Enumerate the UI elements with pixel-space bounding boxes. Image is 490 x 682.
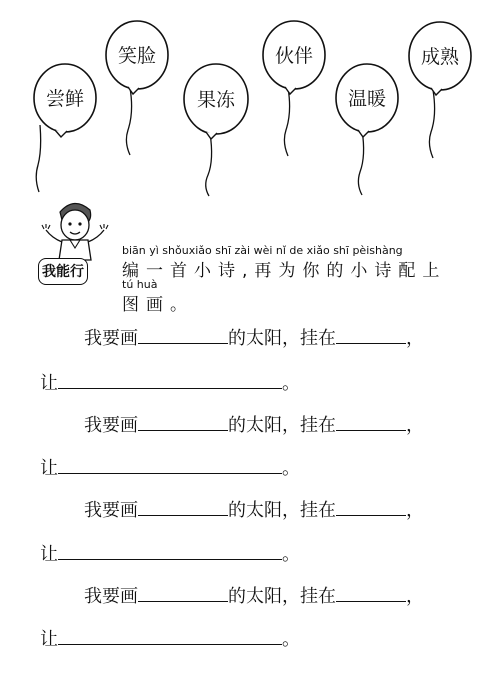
poem-line-a <box>84 583 424 607</box>
blank-place[interactable] <box>336 497 406 516</box>
poem-line-b <box>40 541 300 565</box>
balloon-illustration <box>0 0 490 200</box>
balloon-1 <box>34 64 96 192</box>
poem-line-b <box>40 370 300 394</box>
blank-sun-type[interactable] <box>138 412 228 431</box>
blank-place[interactable] <box>336 412 406 431</box>
poem-line-a <box>84 412 424 436</box>
poem-line-b <box>40 455 300 479</box>
poem-text-sun-hang: 的太阳，挂在 <box>228 586 336 607</box>
blank-place[interactable] <box>336 583 406 602</box>
poem-line-a <box>84 497 424 521</box>
poem-text-period: 。 <box>282 373 300 394</box>
balloon-label-4: 伙伴 <box>274 45 314 67</box>
poem-text-comma: ， <box>406 586 424 607</box>
balloon-3 <box>184 64 248 196</box>
poem-text-want-draw: 我要画 <box>84 328 138 349</box>
balloon-label-2: 笑脸 <box>117 45 157 67</box>
poem-text-let: 让 <box>40 458 58 479</box>
task-badge: 我能行 <box>38 258 88 285</box>
poem-text-want-draw: 我要画 <box>84 415 138 436</box>
poem-text-let: 让 <box>40 544 58 565</box>
pinyin-line-2: tú huà <box>122 278 158 291</box>
poem-text-period: 。 <box>282 544 300 565</box>
poem-line-a <box>84 325 424 349</box>
balloon-6 <box>409 22 471 158</box>
blank-result[interactable] <box>58 626 282 645</box>
poem-line-b <box>40 626 300 650</box>
poem-text-comma: ， <box>406 415 424 436</box>
blank-result[interactable] <box>58 541 282 560</box>
poem-text-let: 让 <box>40 629 58 650</box>
balloon-label-3: 果冻 <box>196 89 236 111</box>
balloon-label-6: 成熟 <box>420 46 460 68</box>
blank-sun-type[interactable] <box>138 325 228 344</box>
balloon-label-1: 尝鲜 <box>45 88 85 110</box>
instruction-line-1: 编一首小诗,再为你的小诗配上 <box>122 261 447 281</box>
instruction-line-2: 图画。 <box>122 295 194 315</box>
poem-text-sun-hang: 的太阳，挂在 <box>228 415 336 436</box>
blank-place[interactable] <box>336 325 406 344</box>
poem-text-sun-hang: 的太阳，挂在 <box>228 500 336 521</box>
poem-text-sun-hang: 的太阳，挂在 <box>228 328 336 349</box>
poem-text-let: 让 <box>40 373 58 394</box>
pinyin-line-1: biān yì shǒuxiǎo shī zài wèi nǐ de xiǎo shī pèishàng <box>122 244 403 257</box>
blank-sun-type[interactable] <box>138 497 228 516</box>
blank-result[interactable] <box>58 370 282 389</box>
poem-text-comma: ， <box>406 500 424 521</box>
poem-text-period: 。 <box>282 458 300 479</box>
blank-result[interactable] <box>58 455 282 474</box>
balloon-2 <box>106 21 168 155</box>
poem-text-want-draw: 我要画 <box>84 500 138 521</box>
blank-sun-type[interactable] <box>138 583 228 602</box>
poem-text-period: 。 <box>282 629 300 650</box>
poem-text-comma: ， <box>406 328 424 349</box>
balloon-label-5: 温暖 <box>347 88 387 110</box>
poem-text-want-draw: 我要画 <box>84 586 138 607</box>
balloon-4 <box>263 21 325 156</box>
balloon-5 <box>336 64 398 195</box>
